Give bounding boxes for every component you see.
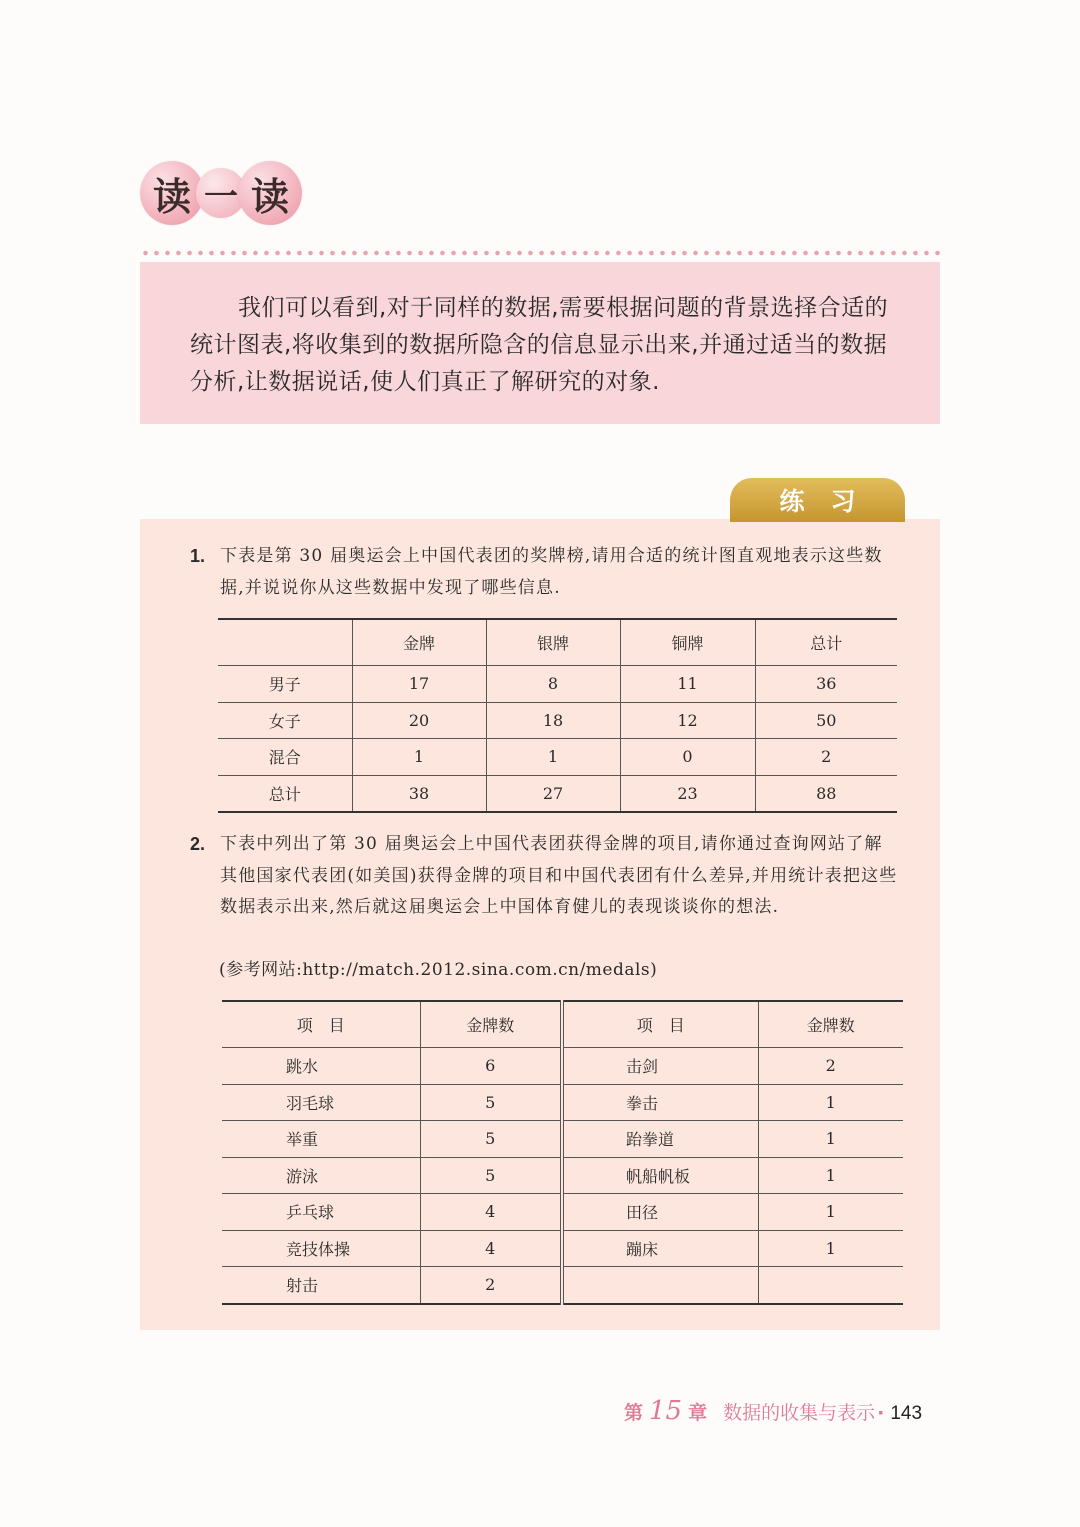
table-cell: 50 <box>755 702 897 739</box>
table-header-row <box>218 619 897 666</box>
table-row <box>218 702 897 739</box>
table-cell: 2 <box>755 739 897 776</box>
table-cell: 1 <box>758 1084 903 1121</box>
table-header-cell: 项 目 <box>222 1001 420 1048</box>
exercise-tab: 练习 <box>730 478 905 522</box>
table-row <box>222 1121 903 1158</box>
gold-medal-events-table <box>222 1000 903 1305</box>
table-cell: 5 <box>420 1084 562 1121</box>
table-cell: 11 <box>620 666 755 703</box>
table-cell: 蹦床 <box>562 1230 758 1267</box>
table-row <box>218 775 897 812</box>
table-header-cell: 总计 <box>755 619 897 666</box>
table-cell: 竞技体操 <box>222 1230 420 1267</box>
table-cell: 羽毛球 <box>222 1084 420 1121</box>
read-section-title <box>140 155 302 231</box>
table-header-cell: 金牌数 <box>758 1001 903 1048</box>
table-row <box>218 666 897 703</box>
table-row <box>222 1230 903 1267</box>
table-cell: 4 <box>420 1230 562 1267</box>
table-cell: 乒乓球 <box>222 1194 420 1231</box>
question-1 <box>190 541 900 604</box>
table-cell: 20 <box>352 702 486 739</box>
table-cell: 88 <box>755 775 897 812</box>
table-cell <box>758 1267 903 1304</box>
table-cell: 跆拳道 <box>562 1121 758 1158</box>
table-header-cell: 金牌数 <box>420 1001 562 1048</box>
table-header-cell: 金牌 <box>352 619 486 666</box>
question-1-text: 下表是第 30 届奥运会上中国代表团的奖牌榜,请用合适的统计图直观地表示这些数据,并说说你从这些数据中发现了哪些信息. <box>220 546 883 598</box>
table-header-cell: 项 目 <box>562 1001 758 1048</box>
chapter-title: 数据的收集与表示 <box>723 1402 876 1424</box>
table-cell: 5 <box>420 1157 562 1194</box>
read-title-char-1: 读 <box>140 161 204 225</box>
dotted-divider <box>140 250 940 256</box>
table-row <box>222 1048 903 1085</box>
table-cell: 帆船帆板 <box>562 1157 758 1194</box>
question-2-number: 2. <box>190 834 206 854</box>
table-cell: 射击 <box>222 1267 420 1304</box>
table-cell: 田径 <box>562 1194 758 1231</box>
table-header-row <box>222 1001 903 1048</box>
table-row <box>218 739 897 776</box>
page-footer <box>624 1396 922 1426</box>
table-cell: 18 <box>486 702 620 739</box>
table-cell: 男子 <box>218 666 352 703</box>
table-cell: 女子 <box>218 702 352 739</box>
table-cell: 游泳 <box>222 1157 420 1194</box>
table-header-cell: 银牌 <box>486 619 620 666</box>
table-cell: 混合 <box>218 739 352 776</box>
table-cell: 23 <box>620 775 755 812</box>
table-row <box>222 1194 903 1231</box>
read-title-char-2: 一 <box>196 168 246 218</box>
table-cell: 38 <box>352 775 486 812</box>
table-cell: 17 <box>352 666 486 703</box>
table-row <box>222 1267 903 1304</box>
read-paragraph: 我们可以看到,对于同样的数据,需要根据问题的背景选择合适的统计图表,将收集到的数据所隐含的信息显示出来,并通过适当的数据分析,让数据说话,使人们真正了解研究的对象. <box>190 295 889 395</box>
table-cell: 8 <box>486 666 620 703</box>
question-1-number: 1. <box>190 546 206 566</box>
question-2-text: 下表中列出了第 30 届奥运会上中国代表团获得金牌的项目,请你通过查询网站了解其他国家代表团(如美国)获得金牌的项目和中国代表团有什么差异,并用统计表把这些数据表示出来,然后就这届奥运会上中国体育健儿的表现谈谈你的想法. <box>220 834 898 917</box>
table-cell: 5 <box>420 1121 562 1158</box>
table-cell: 击剑 <box>562 1048 758 1085</box>
table-cell: 2 <box>758 1048 903 1085</box>
table-header-cell <box>218 619 352 666</box>
table-cell: 1 <box>758 1230 903 1267</box>
table-cell: 总计 <box>218 775 352 812</box>
table-cell: 6 <box>420 1048 562 1085</box>
question-2 <box>190 829 900 924</box>
chapter-suffix: 章 <box>688 1402 708 1424</box>
table-cell: 1 <box>758 1194 903 1231</box>
medal-table <box>218 618 897 813</box>
table-row <box>222 1157 903 1194</box>
table-cell: 跳水 <box>222 1048 420 1085</box>
table-cell: 12 <box>620 702 755 739</box>
table-row <box>222 1084 903 1121</box>
footer-separator: · <box>877 1402 885 1424</box>
table-cell <box>562 1267 758 1304</box>
table-cell: 1 <box>758 1157 903 1194</box>
read-title-char-3: 读 <box>238 161 302 225</box>
table-cell: 1 <box>486 739 620 776</box>
table-cell: 2 <box>420 1267 562 1304</box>
table-cell: 4 <box>420 1194 562 1231</box>
page-number: 143 <box>890 1403 923 1424</box>
reference-website: (参考网站:http://match.2012.sina.com.cn/medals) <box>219 960 658 980</box>
table-cell: 36 <box>755 666 897 703</box>
table-cell: 0 <box>620 739 755 776</box>
table-cell: 举重 <box>222 1121 420 1158</box>
table-cell: 27 <box>486 775 620 812</box>
chapter-number: 15 <box>649 1396 683 1426</box>
table-cell: 拳击 <box>562 1084 758 1121</box>
table-cell: 1 <box>758 1121 903 1158</box>
table-cell: 1 <box>352 739 486 776</box>
table-header-cell: 铜牌 <box>620 619 755 666</box>
chapter-prefix: 第 <box>624 1402 644 1424</box>
